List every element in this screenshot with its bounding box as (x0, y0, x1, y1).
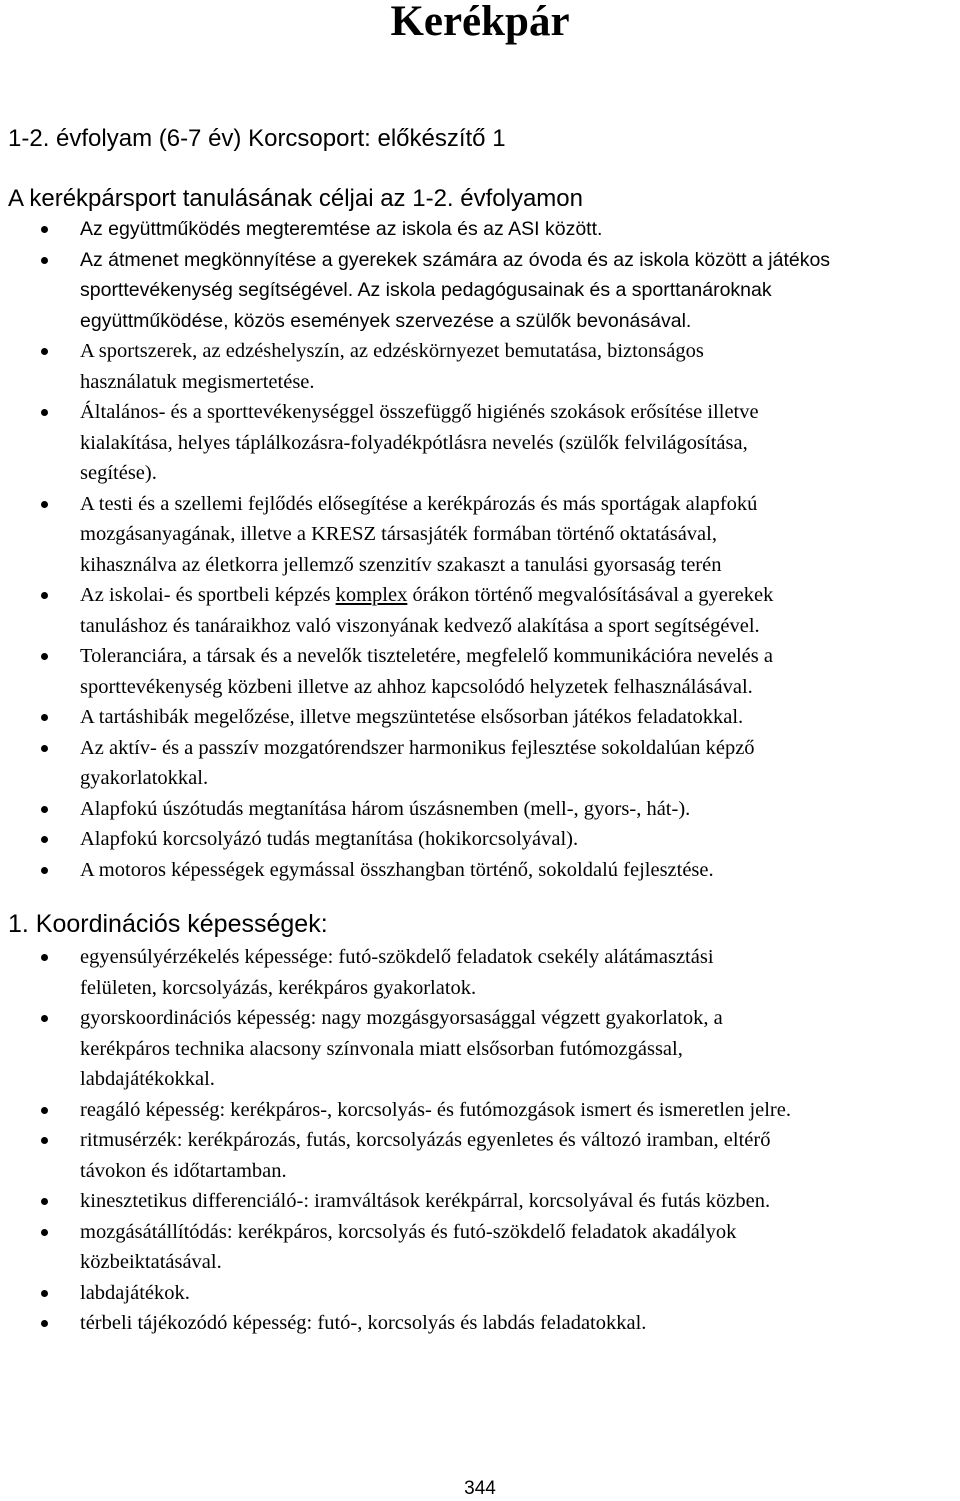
goal-text: használatuk megismertetése. (80, 370, 315, 393)
coordination-text: távokon és időtartamban. (80, 1159, 287, 1182)
coordination-item (0, 1186, 960, 1217)
page-number: 344 (464, 1478, 496, 1499)
bullet-icon (41, 592, 48, 599)
bullet-icon (41, 1229, 48, 1236)
goals-heading: A kerékpársport tanulásának céljai az 1-2. évfolyamon (8, 185, 583, 212)
coordination-text: térbeli tájékozódó képesség: futó-, korcsolyás és labdás feladatokkal. (80, 1312, 647, 1334)
goal-item (0, 489, 960, 581)
goal-text: Az együttműködés megteremtése az iskola és az ASI között. (80, 218, 603, 240)
goal-item (0, 824, 960, 855)
coordination-text: egyensúlyérzékelés képessége: futó-szökdelő feladatok csekély alátámasztási (80, 946, 714, 968)
goal-item (0, 214, 960, 245)
bullet-icon (41, 714, 48, 721)
coordination-list (0, 942, 960, 1339)
coordination-text: felületen, korcsolyázás, kerékpáros gyakorlatok. (80, 976, 477, 999)
goal-item (0, 733, 960, 794)
goal-item (0, 855, 960, 886)
goal-text: órákon történő megvalósításával a gyerekek (407, 584, 774, 606)
bullet-icon (41, 1320, 48, 1327)
goal-item (0, 397, 960, 489)
bullet-icon (41, 1137, 48, 1144)
goal-text: Alapfokú úszótudás megtanítása három úszásnemben (mell-, gyors-, hát-). (80, 797, 691, 820)
goal-text: tanuláshoz és tanáraikhoz való viszonyának kedvező alakítása a sport segítségével. (80, 614, 760, 637)
bullet-icon (41, 257, 48, 264)
goal-text: Alapfokú korcsolyázó tudás megtanítása (hokikorcsolyával). (80, 828, 579, 850)
goals-list (0, 214, 960, 885)
coordination-item (0, 1278, 960, 1309)
goal-text: kialakítása, helyes táplálkozásra-folyadékpótlásra nevelés (szülők felvilágosítása, (80, 431, 748, 454)
bullet-icon (41, 409, 48, 416)
bullet-icon (41, 653, 48, 660)
coordination-text: labdajátékokkal. (80, 1068, 215, 1090)
coordination-text: ritmusérzék: kerékpározás, futás, korcsolyázás egyenletes és változó iramban, eltérő (80, 1129, 771, 1151)
goal-text: Az aktív- és a passzív mozgatórendszer harmonikus fejlesztése sokoldalúan képző (80, 736, 755, 759)
goal-text: mozgásanyagának, illetve a KRESZ társasjáték formában történő oktatásával, (80, 523, 717, 545)
goal-text: A tartáshibák megelőzése, illetve megszüntetése elsősorban játékos feladatokkal. (80, 706, 744, 728)
coordination-item (0, 1095, 960, 1126)
goal-text: gyakorlatokkal. (80, 767, 209, 789)
goal-text: sporttevékenység közbeni illetve az ahhoz kapcsolódó helyzetek felhasználásával. (80, 675, 753, 698)
goal-text: kihasználva az életkorra jellemző szenzitív szakaszt a tanulási gyorsaság terén (80, 553, 722, 576)
coordination-item (0, 942, 960, 1003)
bullet-icon (41, 867, 48, 874)
page-title: Kerékpár (390, 0, 570, 45)
goal-text: A testi és a szellemi fejlődés elősegítése a kerékpározás és más sportágak alapfokú (80, 492, 758, 515)
goal-text: Az átmenet megkönnyítése a gyerekek számára az óvoda és az iskola között a játékos (80, 248, 831, 271)
coordination-text: gyorskoordinációs képesség: nagy mozgásgyorsasággal végzett gyakorlatok, a (80, 1007, 723, 1029)
coordination-item (0, 1003, 960, 1095)
goal-item (0, 336, 960, 397)
bullet-icon (41, 745, 48, 752)
bullet-icon (41, 1015, 48, 1022)
bullet-icon (41, 954, 48, 961)
goal-text: együttműködése, közös események szervezése a szülők bevonásával. (80, 309, 692, 332)
goal-text: segítése). (80, 462, 157, 484)
bullet-icon (41, 806, 48, 813)
coordination-text: közbeiktatásával. (80, 1251, 222, 1273)
bullet-icon (41, 501, 48, 508)
coordination-text: kinesztetikus differenciáló-: iramváltások kerékpárral, korcsolyával és futás közben. (80, 1190, 771, 1212)
goal-item (0, 580, 960, 641)
bullet-icon (41, 836, 48, 843)
goal-text: Toleranciára, a társak és a nevelők tiszteletére, megfelelő kommunikációra nevelés a (80, 645, 773, 667)
bullet-icon (41, 1290, 48, 1297)
goal-item (0, 702, 960, 733)
bullet-icon (41, 1107, 48, 1114)
goal-item (0, 245, 960, 337)
goal-text: Az iskolai- és sportbeli képzés (80, 584, 336, 606)
bullet-icon (41, 348, 48, 355)
komplex-link[interactable]: komplex (335, 584, 408, 606)
coordination-text: reagáló képesség: kerékpáros-, korcsolyás- és futómozgások ismert és ismeretlen jelre. (80, 1098, 791, 1121)
coordination-item (0, 1308, 960, 1339)
coordination-text: kerékpáros technika alacsony színvonala miatt elsősorban futómozgással, (80, 1037, 683, 1060)
coordination-item (0, 1125, 960, 1186)
goal-item (0, 794, 960, 825)
coordination-text: mozgásátállítódás: kerékpáros, korcsolyás és futó-szökdelő feladatok akadályok (80, 1220, 737, 1243)
grade-heading: 1-2. évfolyam (6-7 év) Korcsoport: előkészítő 1 (8, 125, 506, 152)
goal-text: sporttevékenység segítségével. Az iskola pedagógusainak és a sporttanároknak (80, 279, 772, 301)
coordination-text: labdajátékok. (80, 1281, 190, 1304)
coordination-item (0, 1217, 960, 1278)
bullet-icon (41, 226, 48, 233)
goal-text: A sportszerek, az edzéshelyszín, az edzéskörnyezet bemutatása, biztonságos (80, 340, 704, 362)
goal-text: Általános- és a sporttevékenységgel összefüggő higiénés szokások erősítése illetve (80, 401, 759, 423)
bullet-icon (41, 1198, 48, 1205)
coordination-heading: 1. Koordinációs képességek: (8, 910, 328, 938)
goal-item (0, 641, 960, 702)
goal-text: A motoros képességek egymással összhangban történő, sokoldalú fejlesztése. (80, 858, 714, 881)
